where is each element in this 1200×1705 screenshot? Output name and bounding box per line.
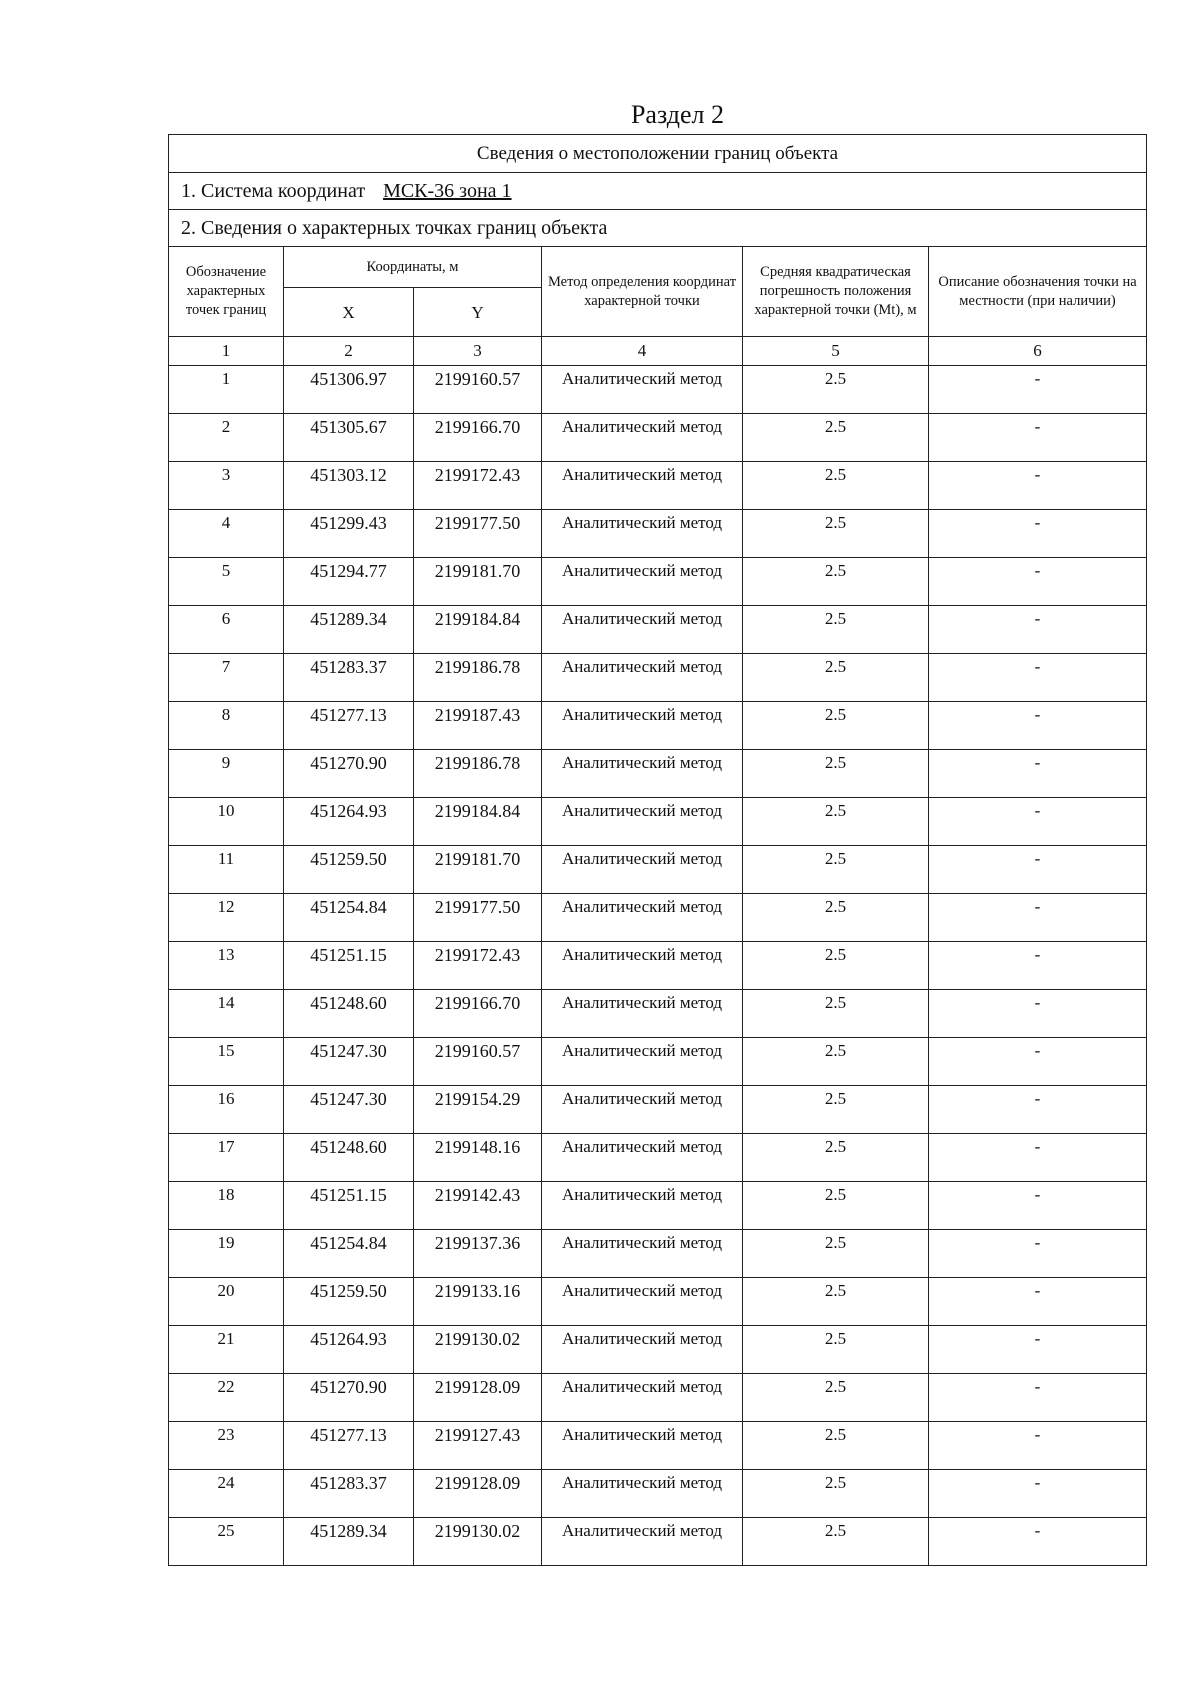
cell-y: 2199130.02	[414, 1326, 542, 1374]
cell-x: 451283.37	[284, 654, 414, 702]
cell-description: -	[929, 606, 1147, 654]
point-number: 18	[169, 1182, 284, 1230]
cell-method: Аналитический метод	[542, 1086, 743, 1134]
cell-method: Аналитический метод	[542, 1038, 743, 1086]
cell-method: Аналитический метод	[542, 942, 743, 990]
cell-method: Аналитический метод	[542, 894, 743, 942]
cell-y: 2199184.84	[414, 798, 542, 846]
coord-system-label: 1. Система координат	[181, 179, 366, 202]
cell-method: Аналитический метод	[542, 1182, 743, 1230]
col-coordinates-header: Координаты, м	[284, 247, 542, 288]
cell-mt: 2.5	[743, 1038, 929, 1086]
cell-description: -	[929, 1518, 1147, 1566]
column-number: 4	[542, 337, 743, 366]
table-row	[169, 942, 1147, 990]
cell-description: -	[929, 366, 1147, 414]
cell-x: 451299.43	[284, 510, 414, 558]
page-title: Раздел 2	[630, 100, 725, 129]
cell-method: Аналитический метод	[542, 1470, 743, 1518]
table-row	[169, 894, 1147, 942]
point-number: 23	[169, 1422, 284, 1470]
col-method-header: Метод определения координат характерной точки	[542, 247, 743, 337]
cell-description: -	[929, 990, 1147, 1038]
point-number: 8	[169, 702, 284, 750]
table-row	[169, 750, 1147, 798]
table-row	[169, 990, 1147, 1038]
cell-x: 451251.15	[284, 1182, 414, 1230]
cell-method: Аналитический метод	[542, 1374, 743, 1422]
cell-mt: 2.5	[743, 894, 929, 942]
cell-description: -	[929, 1422, 1147, 1470]
point-number: 20	[169, 1278, 284, 1326]
cell-method: Аналитический метод	[542, 798, 743, 846]
cell-method: Аналитический метод	[542, 654, 743, 702]
point-number: 17	[169, 1134, 284, 1182]
cell-description: -	[929, 414, 1147, 462]
cell-y: 2199130.02	[414, 1518, 542, 1566]
cell-description: -	[929, 798, 1147, 846]
cell-x: 451283.37	[284, 1470, 414, 1518]
cell-y: 2199166.70	[414, 414, 542, 462]
cell-x: 451289.34	[284, 606, 414, 654]
cell-method: Аналитический метод	[542, 1230, 743, 1278]
cell-x: 451264.93	[284, 1326, 414, 1374]
coord-system-value: МСК-36 зона 1	[383, 179, 512, 202]
cell-y: 2199154.29	[414, 1086, 542, 1134]
cell-mt: 2.5	[743, 702, 929, 750]
cell-mt: 2.5	[743, 1374, 929, 1422]
cell-y: 2199127.43	[414, 1422, 542, 1470]
table-row	[169, 414, 1147, 462]
points-section-title: 2. Сведения о характерных точках границ объекта	[169, 210, 1147, 247]
cell-y: 2199148.16	[414, 1134, 542, 1182]
col-error-header: Средняя квадратическая погрешность положения характерной точки (Mt), м	[743, 247, 929, 337]
cell-x: 451259.50	[284, 846, 414, 894]
cell-y: 2199172.43	[414, 462, 542, 510]
cell-x: 451277.13	[284, 702, 414, 750]
cell-x: 451247.30	[284, 1086, 414, 1134]
table-row	[169, 462, 1147, 510]
cell-y: 2199181.70	[414, 558, 542, 606]
cell-mt: 2.5	[743, 1182, 929, 1230]
column-header-row	[169, 247, 1147, 288]
cell-y: 2199186.78	[414, 750, 542, 798]
cell-method: Аналитический метод	[542, 414, 743, 462]
cell-method: Аналитический метод	[542, 1326, 743, 1374]
cell-y: 2199128.09	[414, 1470, 542, 1518]
cell-description: -	[929, 510, 1147, 558]
table-row	[169, 798, 1147, 846]
cell-x: 451270.90	[284, 750, 414, 798]
cell-y: 2199166.70	[414, 990, 542, 1038]
cell-mt: 2.5	[743, 1518, 929, 1566]
cell-method: Аналитический метод	[542, 510, 743, 558]
table-row	[169, 1278, 1147, 1326]
point-number: 9	[169, 750, 284, 798]
point-number: 6	[169, 606, 284, 654]
point-number: 15	[169, 1038, 284, 1086]
table-row	[169, 1326, 1147, 1374]
cell-description: -	[929, 942, 1147, 990]
boundary-points-table	[168, 134, 1147, 1566]
cell-description: -	[929, 1278, 1147, 1326]
cell-x: 451264.93	[284, 798, 414, 846]
column-number: 1	[169, 337, 284, 366]
cell-mt: 2.5	[743, 1470, 929, 1518]
cell-x: 451294.77	[284, 558, 414, 606]
cell-description: -	[929, 1086, 1147, 1134]
cell-method: Аналитический метод	[542, 846, 743, 894]
point-number: 25	[169, 1518, 284, 1566]
column-number: 5	[743, 337, 929, 366]
cell-mt: 2.5	[743, 1422, 929, 1470]
point-number: 10	[169, 798, 284, 846]
table-row	[169, 1086, 1147, 1134]
cell-y: 2199160.57	[414, 1038, 542, 1086]
point-number: 7	[169, 654, 284, 702]
cell-method: Аналитический метод	[542, 1278, 743, 1326]
point-number: 24	[169, 1470, 284, 1518]
cell-description: -	[929, 1182, 1147, 1230]
cell-x: 451254.84	[284, 894, 414, 942]
cell-x: 451251.15	[284, 942, 414, 990]
cell-x: 451259.50	[284, 1278, 414, 1326]
point-number: 19	[169, 1230, 284, 1278]
table-row	[169, 1518, 1147, 1566]
cell-y: 2199142.43	[414, 1182, 542, 1230]
table-row	[169, 1230, 1147, 1278]
cell-description: -	[929, 894, 1147, 942]
column-number: 2	[284, 337, 414, 366]
cell-mt: 2.5	[743, 1278, 929, 1326]
cell-y: 2199177.50	[414, 894, 542, 942]
point-number: 2	[169, 414, 284, 462]
point-number: 12	[169, 894, 284, 942]
cell-x: 451306.97	[284, 366, 414, 414]
cell-mt: 2.5	[743, 462, 929, 510]
coord-system-row	[169, 173, 1147, 210]
table-row	[169, 654, 1147, 702]
cell-mt: 2.5	[743, 1230, 929, 1278]
point-number: 5	[169, 558, 284, 606]
cell-y: 2199133.16	[414, 1278, 542, 1326]
table-row	[169, 510, 1147, 558]
cell-y: 2199160.57	[414, 366, 542, 414]
table-row	[169, 702, 1147, 750]
cell-y: 2199128.09	[414, 1374, 542, 1422]
point-number: 16	[169, 1086, 284, 1134]
points-section-row	[169, 210, 1147, 247]
table-title: Сведения о местоположении границ объекта	[169, 135, 1147, 173]
cell-description: -	[929, 558, 1147, 606]
table-row	[169, 366, 1147, 414]
col-y-header: Y	[414, 288, 542, 337]
cell-x: 451305.67	[284, 414, 414, 462]
col-designation-header: Обозначение характерных точек границ	[169, 247, 284, 337]
cell-y: 2199172.43	[414, 942, 542, 990]
table-row	[169, 1134, 1147, 1182]
cell-mt: 2.5	[743, 1086, 929, 1134]
cell-mt: 2.5	[743, 1134, 929, 1182]
cell-method: Аналитический метод	[542, 366, 743, 414]
table-row	[169, 1038, 1147, 1086]
cell-mt: 2.5	[743, 1326, 929, 1374]
cell-method: Аналитический метод	[542, 990, 743, 1038]
point-number: 21	[169, 1326, 284, 1374]
cell-method: Аналитический метод	[542, 1518, 743, 1566]
table-row	[169, 1422, 1147, 1470]
cell-mt: 2.5	[743, 654, 929, 702]
column-number: 3	[414, 337, 542, 366]
cell-y: 2199177.50	[414, 510, 542, 558]
cell-x: 451303.12	[284, 462, 414, 510]
table-row	[169, 558, 1147, 606]
cell-description: -	[929, 462, 1147, 510]
point-number: 4	[169, 510, 284, 558]
table-row	[169, 606, 1147, 654]
point-number: 1	[169, 366, 284, 414]
table-row	[169, 846, 1147, 894]
cell-method: Аналитический метод	[542, 462, 743, 510]
cell-method: Аналитический метод	[542, 558, 743, 606]
cell-method: Аналитический метод	[542, 606, 743, 654]
cell-y: 2199186.78	[414, 654, 542, 702]
cell-mt: 2.5	[743, 942, 929, 990]
cell-x: 451254.84	[284, 1230, 414, 1278]
cell-mt: 2.5	[743, 750, 929, 798]
col-description-header: Описание обозначения точки на местности (при наличии)	[929, 247, 1147, 337]
cell-description: -	[929, 750, 1147, 798]
point-number: 3	[169, 462, 284, 510]
cell-x: 451248.60	[284, 1134, 414, 1182]
cell-method: Аналитический метод	[542, 1422, 743, 1470]
cell-description: -	[929, 1374, 1147, 1422]
cell-mt: 2.5	[743, 990, 929, 1038]
cell-y: 2199181.70	[414, 846, 542, 894]
cell-description: -	[929, 1230, 1147, 1278]
cell-description: -	[929, 846, 1147, 894]
column-number: 6	[929, 337, 1147, 366]
cell-description: -	[929, 654, 1147, 702]
cell-method: Аналитический метод	[542, 1134, 743, 1182]
cell-mt: 2.5	[743, 414, 929, 462]
point-number: 22	[169, 1374, 284, 1422]
cell-mt: 2.5	[743, 366, 929, 414]
cell-mt: 2.5	[743, 510, 929, 558]
cell-y: 2199187.43	[414, 702, 542, 750]
table-row	[169, 1182, 1147, 1230]
cell-description: -	[929, 1326, 1147, 1374]
cell-y: 2199184.84	[414, 606, 542, 654]
cell-x: 451270.90	[284, 1374, 414, 1422]
cell-description: -	[929, 1134, 1147, 1182]
cell-mt: 2.5	[743, 798, 929, 846]
point-number: 13	[169, 942, 284, 990]
cell-y: 2199137.36	[414, 1230, 542, 1278]
col-x-header: X	[284, 288, 414, 337]
cell-description: -	[929, 1038, 1147, 1086]
cell-x: 451247.30	[284, 1038, 414, 1086]
point-number: 11	[169, 846, 284, 894]
table-row	[169, 1374, 1147, 1422]
cell-method: Аналитический метод	[542, 702, 743, 750]
cell-mt: 2.5	[743, 846, 929, 894]
cell-x: 451277.13	[284, 1422, 414, 1470]
column-number-row	[169, 337, 1147, 366]
cell-mt: 2.5	[743, 606, 929, 654]
cell-description: -	[929, 702, 1147, 750]
cell-x: 451289.34	[284, 1518, 414, 1566]
table-row	[169, 1470, 1147, 1518]
table-title-row	[169, 135, 1147, 173]
cell-description: -	[929, 1470, 1147, 1518]
cell-method: Аналитический метод	[542, 750, 743, 798]
point-number: 14	[169, 990, 284, 1038]
cell-mt: 2.5	[743, 558, 929, 606]
cell-x: 451248.60	[284, 990, 414, 1038]
